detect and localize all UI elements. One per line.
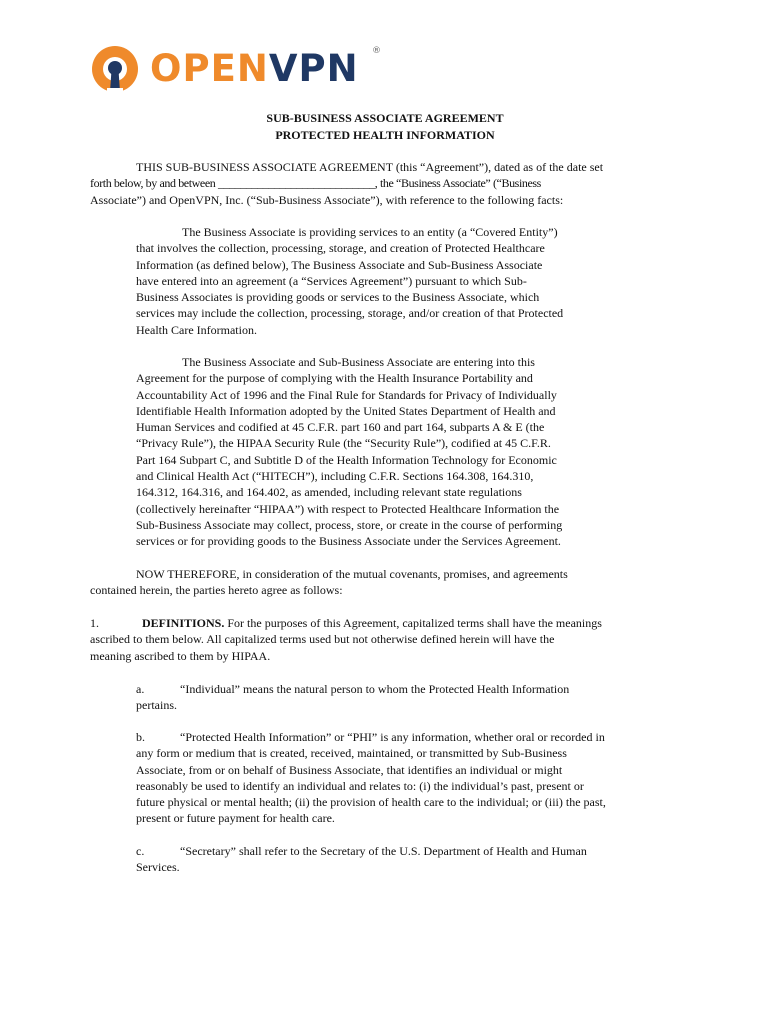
wordmark-vpn: VPN bbox=[268, 47, 359, 90]
fact1-line: The Business Associate is providing services to an entity (a “Covered Entity”) bbox=[182, 225, 558, 239]
therefore-line: contained herein, the parties hereto agree as follows: bbox=[90, 583, 343, 598]
section-heading: DEFINITIONS. bbox=[142, 616, 225, 630]
fact2-line: Human Services and codified at 45 C.F.R. part 160 and part 164, subparts A & E (the bbox=[136, 420, 545, 435]
definition-line: present or future payment for health care. bbox=[136, 811, 335, 826]
definition-line: “Individual” means the natural person to whom the Protected Health Information bbox=[180, 682, 570, 696]
fact1-line: have entered into an agreement (a “Services Agreement”) pursuant to which Sub- bbox=[136, 273, 527, 288]
fact1-line: Information (as defined below), The Business Associate and Sub-Business Associate bbox=[136, 257, 543, 272]
fact2-line: Identifiable Health Information adopted by the United States Department of Health and bbox=[136, 403, 556, 418]
fact2-line: “Privacy Rule”), the HIPAA Security Rule (the “Security Rule”), codified at 45 C.F.R. bbox=[136, 436, 551, 451]
openvpn-logo bbox=[90, 44, 390, 96]
fact2-line: and Clinical Health Act (“HITECH”), including C.F.R. Sections 164.308, 164.310, bbox=[136, 469, 534, 484]
fact1-line: that involves the collection, processing, storage, and creation of Protected Healthcare bbox=[136, 241, 545, 256]
fact2-line: Sub-Business Associate may collect, process, store, or create in the course of performing bbox=[136, 517, 563, 532]
therefore-line: NOW THEREFORE, in consideration of the mutual covenants, promises, and agreements bbox=[136, 567, 568, 581]
definition-line: “Protected Health Information” or “PHI” is any information, whether oral or recorded in bbox=[180, 730, 605, 744]
fact-paragraph-2 bbox=[136, 354, 562, 550]
definition-a bbox=[136, 681, 569, 714]
intro-line: THIS SUB-BUSINESS ASSOCIATE AGREEMENT (this “Agreement”), dated as of the date set bbox=[136, 160, 604, 174]
document-title-line2: PROTECTED HEALTH INFORMATION bbox=[275, 128, 495, 142]
definition-line: Associate, from or on behalf of Business Associate, that identifies an individual or might bbox=[136, 762, 563, 777]
definition-b bbox=[136, 729, 606, 827]
fact1-line: Health Care Information. bbox=[136, 322, 257, 337]
fact2-line: Agreement for the purpose of complying with the Health Insurance Portability and bbox=[136, 371, 533, 386]
section-line: meaning ascribed to them by HIPAA. bbox=[90, 648, 271, 663]
section-number: 1. bbox=[90, 616, 99, 630]
definition-label: b. bbox=[136, 730, 145, 744]
definition-line: reasonably be used to identify an individual and relates to: (i) the individual’s past, present or bbox=[136, 778, 584, 793]
keyhole-logo-icon bbox=[90, 44, 140, 96]
definition-line: future physical or mental health; (ii) the provision of health care to the individual; or (iii) the past, bbox=[136, 795, 606, 810]
section-line: ascribed to them below. All capitalized terms used but not otherwise defined herein will have the bbox=[90, 632, 555, 647]
definition-c bbox=[136, 843, 587, 876]
fact2-line: (collectively hereinafter “HIPAA”) with respect to Protected Healthcare Information the bbox=[136, 501, 560, 516]
definition-line: pertains. bbox=[136, 698, 177, 713]
openvpn-wordmark bbox=[150, 46, 359, 92]
fact-paragraph-1 bbox=[136, 224, 563, 338]
definition-line: “Secretary” shall refer to the Secretary of the U.S. Department of Health and Human bbox=[180, 844, 587, 858]
section-line: For the purposes of this Agreement, capitalized terms shall have the meanings bbox=[224, 616, 602, 630]
therefore-paragraph bbox=[90, 566, 568, 599]
wordmark-open: OPEN bbox=[150, 47, 269, 90]
intro-paragraph bbox=[90, 159, 603, 208]
fact2-line: Part 164 Subpart C, and Subtitle D of the Health Information Technology for Economic bbox=[136, 452, 557, 467]
intro-line: forth below, by and between ____________________________, the “Business Associate” (“Business bbox=[90, 176, 541, 191]
fact2-line: Accountability Act of 1996 and the Final Rule for Standards for Privacy of Individually bbox=[136, 387, 557, 402]
fact2-line: services or for providing goods to the Business Associate under the Services Agreement. bbox=[136, 534, 561, 549]
fact2-line: The Business Associate and Sub-Business Associate are entering into this bbox=[182, 355, 535, 369]
fact2-line: 164.312, 164.316, and 164.402, as amended, including relevant state regulations bbox=[136, 485, 522, 500]
section-definitions bbox=[90, 615, 602, 664]
intro-line: Associate”) and OpenVPN, Inc. (“Sub-Business Associate”), with reference to the following facts: bbox=[90, 192, 564, 207]
fact1-line: Business Associates is providing goods or services to the Business Associate, which bbox=[136, 290, 540, 305]
definition-label: c. bbox=[136, 844, 145, 858]
definition-line: any form or medium that is created, received, maintained, or transmitted by Sub-Business bbox=[136, 746, 567, 761]
registered-mark: ® bbox=[372, 46, 381, 56]
fact1-line: services may include the collection, processing, storage, and/or creation of that Protected bbox=[136, 306, 564, 321]
definition-line: Services. bbox=[136, 860, 180, 875]
definition-label: a. bbox=[136, 682, 145, 696]
document-title-line1: SUB-BUSINESS ASSOCIATE AGREEMENT bbox=[266, 111, 504, 125]
